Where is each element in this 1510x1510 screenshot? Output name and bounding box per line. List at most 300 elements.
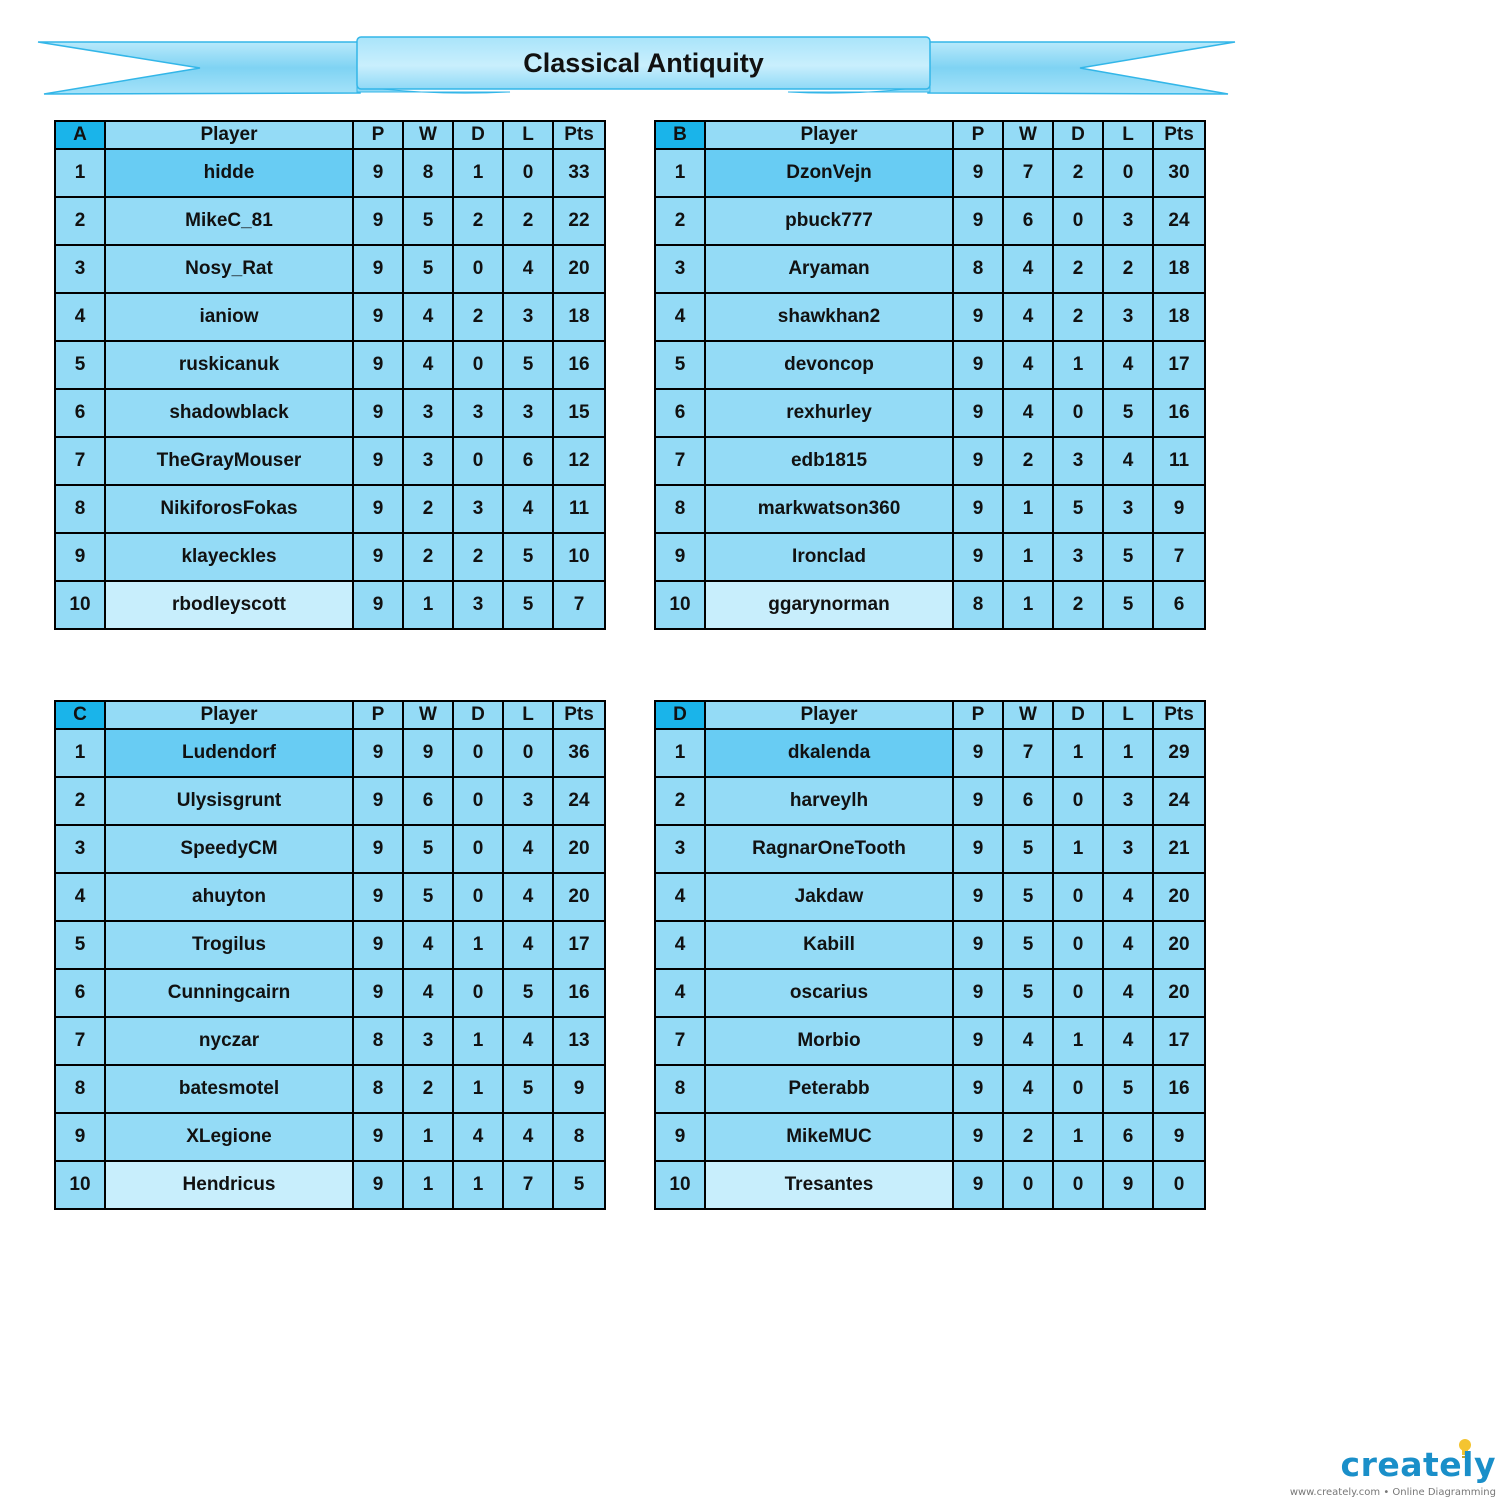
won-cell: 6 bbox=[403, 777, 453, 825]
drawn-cell: 1 bbox=[1053, 341, 1103, 389]
column-header-played: P bbox=[353, 701, 403, 729]
table-row bbox=[55, 389, 605, 437]
column-header-won: W bbox=[403, 701, 453, 729]
drawn-cell: 3 bbox=[453, 389, 503, 437]
table-row bbox=[655, 581, 1205, 629]
won-cell: 0 bbox=[1003, 1161, 1053, 1209]
points-cell: 16 bbox=[1153, 389, 1205, 437]
points-cell: 11 bbox=[553, 485, 605, 533]
drawn-cell: 5 bbox=[1053, 485, 1103, 533]
table-row bbox=[655, 1017, 1205, 1065]
points-cell: 30 bbox=[1153, 149, 1205, 197]
points-cell: 15 bbox=[553, 389, 605, 437]
drawn-cell: 0 bbox=[1053, 1161, 1103, 1209]
won-cell: 3 bbox=[403, 389, 453, 437]
lost-cell: 3 bbox=[503, 389, 553, 437]
table-row bbox=[655, 729, 1205, 777]
lost-cell: 3 bbox=[1103, 777, 1153, 825]
won-cell: 1 bbox=[1003, 533, 1053, 581]
points-cell: 24 bbox=[1153, 197, 1205, 245]
player-cell: ruskicanuk bbox=[105, 341, 353, 389]
table-row bbox=[55, 825, 605, 873]
column-header-played: P bbox=[353, 121, 403, 149]
won-cell: 5 bbox=[1003, 969, 1053, 1017]
player-cell: MikeMUC bbox=[705, 1113, 953, 1161]
points-cell: 33 bbox=[553, 149, 605, 197]
rank-cell: 1 bbox=[655, 149, 705, 197]
lost-cell: 5 bbox=[503, 341, 553, 389]
group-letter: B bbox=[655, 121, 705, 149]
won-cell: 1 bbox=[1003, 581, 1053, 629]
points-cell: 16 bbox=[553, 969, 605, 1017]
rank-cell: 8 bbox=[655, 485, 705, 533]
points-cell: 18 bbox=[1153, 293, 1205, 341]
drawn-cell: 2 bbox=[1053, 149, 1103, 197]
drawn-cell: 0 bbox=[1053, 1065, 1103, 1113]
points-cell: 6 bbox=[1153, 581, 1205, 629]
played-cell: 9 bbox=[953, 533, 1003, 581]
won-cell: 5 bbox=[1003, 873, 1053, 921]
points-cell: 20 bbox=[553, 245, 605, 293]
column-header-lost: L bbox=[1103, 701, 1153, 729]
points-cell: 17 bbox=[553, 921, 605, 969]
creately-logo bbox=[1270, 1435, 1510, 1505]
lost-cell: 0 bbox=[1103, 149, 1153, 197]
table-row bbox=[55, 533, 605, 581]
header-row bbox=[655, 121, 1205, 149]
played-cell: 9 bbox=[953, 149, 1003, 197]
player-cell: rexhurley bbox=[705, 389, 953, 437]
table-row bbox=[55, 777, 605, 825]
drawn-cell: 4 bbox=[453, 1113, 503, 1161]
won-cell: 8 bbox=[403, 149, 453, 197]
player-cell: edb1815 bbox=[705, 437, 953, 485]
played-cell: 9 bbox=[353, 1113, 403, 1161]
player-cell: Cunningcairn bbox=[105, 969, 353, 1017]
drawn-cell: 0 bbox=[1053, 969, 1103, 1017]
banner-right-tail bbox=[928, 42, 1235, 94]
rank-cell: 9 bbox=[655, 533, 705, 581]
rank-cell: 1 bbox=[655, 729, 705, 777]
rank-cell: 7 bbox=[55, 1017, 105, 1065]
player-cell: ahuyton bbox=[105, 873, 353, 921]
won-cell: 4 bbox=[403, 293, 453, 341]
won-cell: 5 bbox=[403, 825, 453, 873]
points-cell: 9 bbox=[553, 1065, 605, 1113]
drawn-cell: 1 bbox=[1053, 1017, 1103, 1065]
played-cell: 9 bbox=[953, 1113, 1003, 1161]
column-header-player: Player bbox=[105, 121, 353, 149]
points-cell: 18 bbox=[1153, 245, 1205, 293]
group-table-c bbox=[54, 700, 606, 1210]
column-header-drawn: D bbox=[453, 701, 503, 729]
won-cell: 1 bbox=[1003, 485, 1053, 533]
lost-cell: 4 bbox=[1103, 341, 1153, 389]
lost-cell: 7 bbox=[503, 1161, 553, 1209]
lost-cell: 5 bbox=[503, 533, 553, 581]
won-cell: 6 bbox=[1003, 197, 1053, 245]
rank-cell: 10 bbox=[55, 581, 105, 629]
drawn-cell: 1 bbox=[1053, 825, 1103, 873]
points-cell: 24 bbox=[553, 777, 605, 825]
lost-cell: 6 bbox=[1103, 1113, 1153, 1161]
player-cell: batesmotel bbox=[105, 1065, 353, 1113]
rank-cell: 3 bbox=[655, 245, 705, 293]
played-cell: 9 bbox=[953, 1065, 1003, 1113]
lost-cell: 4 bbox=[503, 921, 553, 969]
column-header-played: P bbox=[953, 701, 1003, 729]
table-row bbox=[655, 245, 1205, 293]
played-cell: 9 bbox=[953, 389, 1003, 437]
column-header-won: W bbox=[1003, 701, 1053, 729]
won-cell: 4 bbox=[1003, 1065, 1053, 1113]
column-header-played: P bbox=[953, 121, 1003, 149]
group-letter: C bbox=[55, 701, 105, 729]
lost-cell: 4 bbox=[1103, 1017, 1153, 1065]
played-cell: 9 bbox=[353, 729, 403, 777]
player-cell: Kabill bbox=[705, 921, 953, 969]
player-cell: devoncop bbox=[705, 341, 953, 389]
played-cell: 9 bbox=[953, 293, 1003, 341]
table-row bbox=[655, 485, 1205, 533]
won-cell: 1 bbox=[403, 1113, 453, 1161]
table-row bbox=[655, 437, 1205, 485]
table-row bbox=[655, 341, 1205, 389]
player-cell: Ironclad bbox=[705, 533, 953, 581]
table-row bbox=[55, 197, 605, 245]
rank-cell: 6 bbox=[55, 389, 105, 437]
won-cell: 5 bbox=[1003, 825, 1053, 873]
lost-cell: 3 bbox=[1103, 293, 1153, 341]
drawn-cell: 0 bbox=[1053, 873, 1103, 921]
rank-cell: 4 bbox=[655, 969, 705, 1017]
won-cell: 4 bbox=[1003, 389, 1053, 437]
drawn-cell: 1 bbox=[453, 1017, 503, 1065]
drawn-cell: 0 bbox=[453, 969, 503, 1017]
banner-left-tail bbox=[38, 42, 360, 94]
won-cell: 3 bbox=[403, 1017, 453, 1065]
player-cell: rbodleyscott bbox=[105, 581, 353, 629]
won-cell: 4 bbox=[1003, 1017, 1053, 1065]
rank-cell: 10 bbox=[655, 1161, 705, 1209]
table-row bbox=[655, 777, 1205, 825]
lost-cell: 6 bbox=[503, 437, 553, 485]
player-cell: pbuck777 bbox=[705, 197, 953, 245]
table-row bbox=[55, 1065, 605, 1113]
group-table-b bbox=[654, 120, 1206, 630]
rank-cell: 6 bbox=[55, 969, 105, 1017]
column-header-lost: L bbox=[503, 121, 553, 149]
rank-cell: 2 bbox=[55, 197, 105, 245]
table-row bbox=[55, 1161, 605, 1209]
table-row bbox=[655, 921, 1205, 969]
drawn-cell: 3 bbox=[1053, 437, 1103, 485]
player-cell: ggarynorman bbox=[705, 581, 953, 629]
rank-cell: 3 bbox=[655, 825, 705, 873]
player-cell: ianiow bbox=[105, 293, 353, 341]
lost-cell: 4 bbox=[503, 1113, 553, 1161]
played-cell: 9 bbox=[353, 293, 403, 341]
column-header-drawn: D bbox=[1053, 121, 1103, 149]
column-header-lost: L bbox=[1103, 121, 1153, 149]
table-row bbox=[55, 341, 605, 389]
lost-cell: 3 bbox=[1103, 825, 1153, 873]
points-cell: 20 bbox=[1153, 921, 1205, 969]
won-cell: 5 bbox=[1003, 921, 1053, 969]
drawn-cell: 1 bbox=[453, 149, 503, 197]
played-cell: 9 bbox=[353, 149, 403, 197]
drawn-cell: 0 bbox=[453, 873, 503, 921]
won-cell: 4 bbox=[1003, 341, 1053, 389]
won-cell: 1 bbox=[403, 581, 453, 629]
lost-cell: 4 bbox=[503, 1017, 553, 1065]
column-header-won: W bbox=[1003, 121, 1053, 149]
rank-cell: 4 bbox=[55, 293, 105, 341]
logo-tagline: www.creately.com • Online Diagramming bbox=[1289, 1487, 1496, 1498]
rank-cell: 7 bbox=[55, 437, 105, 485]
played-cell: 9 bbox=[953, 485, 1003, 533]
played-cell: 9 bbox=[353, 873, 403, 921]
player-cell: Hendricus bbox=[105, 1161, 353, 1209]
played-cell: 9 bbox=[353, 437, 403, 485]
won-cell: 6 bbox=[1003, 777, 1053, 825]
player-cell: Peterabb bbox=[705, 1065, 953, 1113]
drawn-cell: 0 bbox=[1053, 197, 1103, 245]
lost-cell: 4 bbox=[1103, 873, 1153, 921]
points-cell: 18 bbox=[553, 293, 605, 341]
lost-cell: 4 bbox=[503, 873, 553, 921]
points-cell: 22 bbox=[553, 197, 605, 245]
lost-cell: 5 bbox=[1103, 581, 1153, 629]
points-cell: 9 bbox=[1153, 1113, 1205, 1161]
player-cell: shawkhan2 bbox=[705, 293, 953, 341]
column-header-points: Pts bbox=[553, 121, 605, 149]
player-cell: NikiforosFokas bbox=[105, 485, 353, 533]
lost-cell: 3 bbox=[1103, 485, 1153, 533]
won-cell: 2 bbox=[1003, 1113, 1053, 1161]
drawn-cell: 0 bbox=[453, 437, 503, 485]
played-cell: 9 bbox=[953, 1161, 1003, 1209]
column-header-points: Pts bbox=[1153, 121, 1205, 149]
table-row bbox=[55, 245, 605, 293]
player-cell: markwatson360 bbox=[705, 485, 953, 533]
won-cell: 3 bbox=[403, 437, 453, 485]
points-cell: 11 bbox=[1153, 437, 1205, 485]
table-row bbox=[55, 873, 605, 921]
table-row bbox=[655, 969, 1205, 1017]
player-cell: dkalenda bbox=[705, 729, 953, 777]
player-cell: harveylh bbox=[705, 777, 953, 825]
table-row bbox=[55, 485, 605, 533]
group-table-a bbox=[54, 120, 606, 630]
drawn-cell: 2 bbox=[453, 197, 503, 245]
player-cell: klayeckles bbox=[105, 533, 353, 581]
points-cell: 20 bbox=[553, 825, 605, 873]
table-row bbox=[655, 825, 1205, 873]
drawn-cell: 2 bbox=[453, 533, 503, 581]
played-cell: 9 bbox=[353, 581, 403, 629]
won-cell: 2 bbox=[403, 533, 453, 581]
lost-cell: 2 bbox=[1103, 245, 1153, 293]
played-cell: 9 bbox=[353, 197, 403, 245]
rank-cell: 2 bbox=[55, 777, 105, 825]
rank-cell: 9 bbox=[655, 1113, 705, 1161]
lost-cell: 4 bbox=[1103, 969, 1153, 1017]
played-cell: 9 bbox=[953, 873, 1003, 921]
player-cell: XLegione bbox=[105, 1113, 353, 1161]
player-cell: TheGrayMouser bbox=[105, 437, 353, 485]
lost-cell: 3 bbox=[503, 777, 553, 825]
rank-cell: 9 bbox=[55, 1113, 105, 1161]
lost-cell: 3 bbox=[503, 293, 553, 341]
drawn-cell: 0 bbox=[1053, 777, 1103, 825]
table-row bbox=[655, 149, 1205, 197]
player-cell: MikeC_81 bbox=[105, 197, 353, 245]
points-cell: 20 bbox=[553, 873, 605, 921]
points-cell: 24 bbox=[1153, 777, 1205, 825]
points-cell: 17 bbox=[1153, 341, 1205, 389]
lost-cell: 0 bbox=[503, 149, 553, 197]
lost-cell: 5 bbox=[1103, 1065, 1153, 1113]
table-row bbox=[55, 1113, 605, 1161]
rank-cell: 8 bbox=[55, 485, 105, 533]
player-cell: Ulysisgrunt bbox=[105, 777, 353, 825]
points-cell: 5 bbox=[553, 1161, 605, 1209]
player-cell: Ludendorf bbox=[105, 729, 353, 777]
rank-cell: 4 bbox=[655, 873, 705, 921]
rank-cell: 10 bbox=[55, 1161, 105, 1209]
rank-cell: 7 bbox=[655, 1017, 705, 1065]
rank-cell: 2 bbox=[655, 777, 705, 825]
page-title: Classical Antiquity bbox=[523, 47, 764, 78]
played-cell: 9 bbox=[353, 921, 403, 969]
header-row bbox=[55, 121, 605, 149]
rank-cell: 10 bbox=[655, 581, 705, 629]
rank-cell: 4 bbox=[55, 873, 105, 921]
played-cell: 9 bbox=[353, 485, 403, 533]
points-cell: 13 bbox=[553, 1017, 605, 1065]
won-cell: 2 bbox=[1003, 437, 1053, 485]
column-header-points: Pts bbox=[553, 701, 605, 729]
played-cell: 9 bbox=[953, 921, 1003, 969]
group-letter: A bbox=[55, 121, 105, 149]
table-row bbox=[655, 389, 1205, 437]
rank-cell: 8 bbox=[55, 1065, 105, 1113]
points-cell: 9 bbox=[1153, 485, 1205, 533]
won-cell: 9 bbox=[403, 729, 453, 777]
player-cell: Trogilus bbox=[105, 921, 353, 969]
column-header-player: Player bbox=[705, 701, 953, 729]
lost-cell: 9 bbox=[1103, 1161, 1153, 1209]
player-cell: oscarius bbox=[705, 969, 953, 1017]
column-header-won: W bbox=[403, 121, 453, 149]
rank-cell: 8 bbox=[655, 1065, 705, 1113]
points-cell: 10 bbox=[553, 533, 605, 581]
points-cell: 16 bbox=[553, 341, 605, 389]
table-row bbox=[55, 729, 605, 777]
drawn-cell: 0 bbox=[453, 777, 503, 825]
rank-cell: 2 bbox=[655, 197, 705, 245]
group-table-d bbox=[654, 700, 1206, 1210]
table-row bbox=[655, 293, 1205, 341]
drawn-cell: 2 bbox=[1053, 581, 1103, 629]
player-cell: Nosy_Rat bbox=[105, 245, 353, 293]
header-row bbox=[655, 701, 1205, 729]
won-cell: 2 bbox=[403, 1065, 453, 1113]
rank-cell: 3 bbox=[55, 245, 105, 293]
lost-cell: 0 bbox=[503, 729, 553, 777]
drawn-cell: 3 bbox=[453, 581, 503, 629]
played-cell: 9 bbox=[953, 825, 1003, 873]
column-header-player: Player bbox=[105, 701, 353, 729]
played-cell: 8 bbox=[953, 245, 1003, 293]
rank-cell: 4 bbox=[655, 293, 705, 341]
rank-cell: 5 bbox=[655, 341, 705, 389]
lost-cell: 5 bbox=[503, 581, 553, 629]
table-row bbox=[55, 293, 605, 341]
points-cell: 29 bbox=[1153, 729, 1205, 777]
table-row bbox=[655, 1113, 1205, 1161]
lost-cell: 4 bbox=[1103, 921, 1153, 969]
played-cell: 9 bbox=[353, 245, 403, 293]
won-cell: 5 bbox=[403, 245, 453, 293]
played-cell: 9 bbox=[353, 533, 403, 581]
column-header-points: Pts bbox=[1153, 701, 1205, 729]
player-cell: DzonVejn bbox=[705, 149, 953, 197]
table-row bbox=[55, 969, 605, 1017]
played-cell: 9 bbox=[953, 341, 1003, 389]
won-cell: 7 bbox=[1003, 149, 1053, 197]
played-cell: 9 bbox=[353, 389, 403, 437]
lost-cell: 5 bbox=[503, 1065, 553, 1113]
won-cell: 2 bbox=[403, 485, 453, 533]
table-row bbox=[655, 873, 1205, 921]
played-cell: 9 bbox=[953, 969, 1003, 1017]
rank-cell: 4 bbox=[655, 921, 705, 969]
player-cell: shadowblack bbox=[105, 389, 353, 437]
won-cell: 7 bbox=[1003, 729, 1053, 777]
drawn-cell: 3 bbox=[453, 485, 503, 533]
drawn-cell: 0 bbox=[453, 825, 503, 873]
played-cell: 9 bbox=[353, 969, 403, 1017]
drawn-cell: 0 bbox=[1053, 389, 1103, 437]
table-row bbox=[55, 1017, 605, 1065]
player-cell: Aryaman bbox=[705, 245, 953, 293]
played-cell: 9 bbox=[953, 197, 1003, 245]
drawn-cell: 0 bbox=[453, 245, 503, 293]
group-letter: D bbox=[655, 701, 705, 729]
rank-cell: 1 bbox=[55, 149, 105, 197]
column-header-player: Player bbox=[705, 121, 953, 149]
won-cell: 5 bbox=[403, 197, 453, 245]
player-cell: SpeedyCM bbox=[105, 825, 353, 873]
won-cell: 4 bbox=[403, 921, 453, 969]
player-cell: Jakdaw bbox=[705, 873, 953, 921]
drawn-cell: 0 bbox=[1053, 921, 1103, 969]
played-cell: 9 bbox=[953, 729, 1003, 777]
rank-cell: 5 bbox=[55, 341, 105, 389]
drawn-cell: 1 bbox=[1053, 1113, 1103, 1161]
points-cell: 0 bbox=[1153, 1161, 1205, 1209]
lost-cell: 4 bbox=[1103, 437, 1153, 485]
played-cell: 9 bbox=[953, 437, 1003, 485]
table-row bbox=[655, 197, 1205, 245]
player-cell: hidde bbox=[105, 149, 353, 197]
column-header-drawn: D bbox=[1053, 701, 1103, 729]
drawn-cell: 0 bbox=[453, 729, 503, 777]
lost-cell: 2 bbox=[503, 197, 553, 245]
points-cell: 36 bbox=[553, 729, 605, 777]
